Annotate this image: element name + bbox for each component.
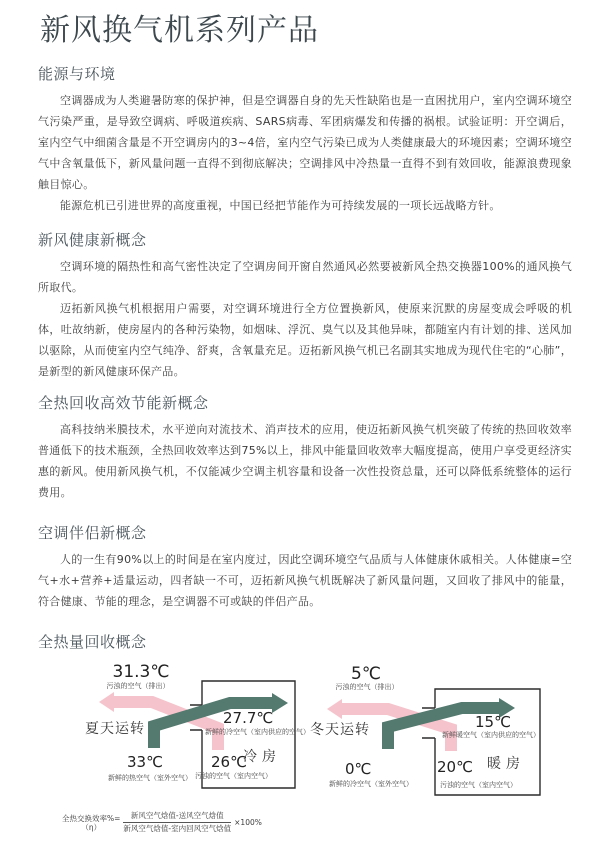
paragraph: 人的一生有90%以上的时间是在室内度过，因此空调环境空气品质与人体健康休戚相关。人体健康=空气+水+营养+适量运动，四者缺一不可，迈拓新风换气机既解决了新风量问题，又回收了排风中的能量，符合健康、节能的理念，是空调器不可或缺的伴侣产品。 bbox=[38, 553, 572, 608]
formula-label-line2: （η） bbox=[81, 822, 102, 832]
heat-exchange-efficiency-formula bbox=[62, 811, 262, 834]
formula-fraction bbox=[123, 811, 231, 834]
section-heading-fresh-air-health: 新风健康新概念 bbox=[38, 231, 147, 249]
formula-numerator: 新风空气焓值-送风空气焓值 bbox=[123, 811, 231, 823]
heat-recovery-diagram bbox=[0, 661, 600, 859]
paragraph: 空调环境的隔热性和高气密性决定了空调房间开窗自然通风必然要被新风全热交换器100%的通风换气所取代。 bbox=[38, 260, 572, 294]
summer-exhaust-label: 污浊的空气（排出） bbox=[106, 682, 170, 690]
winter-return-temp: 20℃ bbox=[437, 758, 473, 776]
summer-exhaust-temp: 31.3℃ bbox=[112, 662, 170, 682]
winter-supply-temp: 15℃ bbox=[475, 713, 511, 731]
section-heading-ac-companion: 空调伴侣新概念 bbox=[38, 524, 147, 542]
summer-outdoor-temp: 33℃ bbox=[127, 753, 163, 771]
winter-supply-label: 新鲜暖空气（室内供应的空气） bbox=[442, 731, 540, 739]
summer-outdoor-label: 新鲜的热空气（室外空气） bbox=[108, 774, 192, 782]
winter-outdoor-label: 新鲜的冷空气（室外空气） bbox=[329, 780, 413, 788]
summer-supply-label: 新鲜的冷空气（室内供应的空气） bbox=[205, 728, 310, 736]
winter-exhaust-label: 污浊的空气（排出） bbox=[335, 683, 399, 691]
summer-return-label: 污浊的空气（室内空气） bbox=[195, 772, 272, 780]
summer-supply-temp: 27.7℃ bbox=[223, 709, 274, 727]
formula-label bbox=[62, 814, 120, 832]
winter-outdoor-temp: 0℃ bbox=[345, 760, 372, 778]
winter-return-label: 污浊的空气（室内空气） bbox=[440, 781, 517, 789]
summer-mode-label: 夏天运转 bbox=[85, 721, 145, 737]
formula-denominator: 新风空气焓值-室内回风空气焓值 bbox=[123, 824, 232, 833]
winter-mode-label: 冬天运转 bbox=[310, 722, 370, 738]
winter-exhaust-temp: 5℃ bbox=[351, 664, 381, 684]
winter-room-label: 暖房 bbox=[487, 756, 525, 772]
section-heading-heat-recovery-efficiency: 全热回收高效节能新概念 bbox=[38, 394, 209, 412]
summer-return-temp: 26℃ bbox=[211, 753, 247, 771]
page-title: 新风换气机系列产品 bbox=[40, 13, 319, 48]
paragraph: 能源危机已引进世界的高度重视，中国已经把节能作为可持续发展的一项长远战略方针。 bbox=[60, 199, 501, 212]
formula-multiplier: ×100% bbox=[234, 818, 262, 827]
paragraph: 高科技纳米膜技术，水平逆向对流技术、消声技术的应用，使迈拓新风换气机突破了传统的热回收效率普通低下的技术瓶颈，全热回收效率达到75%以上，排风中能量回收效率大幅度提高，使用户享受更经济实惠的新风。使用新风换气机，不仅能减少空调主机容量和设备一次性投资总量，还可以降低系统整体的运行费用。 bbox=[38, 423, 572, 499]
formula-label-line1: 全热交换效率%= bbox=[62, 813, 121, 823]
section-heading-total-heat-recovery: 全热量回收概念 bbox=[38, 633, 147, 651]
section-heading-energy-environment: 能源与环境 bbox=[38, 65, 116, 83]
paragraph: 迈拓新风换气机根据用户需要，对空调环境进行全方位置换新风，使原来沉默的房屋变成会呼吸的机体，吐故纳新，使房屋内的各种污染物，如烟味、浮沉、臭气以及其他异味，都随室内有计划的排、送风加以驱除，从而使室内空气纯净、舒爽，含氧量充足。迈拓新风换气机已名副其实地成为现代住宅的“心肺”，是新型的新风健康环保产品。 bbox=[38, 302, 572, 378]
paragraph: 空调器成为人类避暑防寒的保护神，但是空调器自身的先天性缺陷也是一直困扰用户，室内空调环境空气污染严重，是导致空调病、呼吸道疾病、SARS病毒、军团病爆发和传播的祸根。试验证明：开空调后，室内空气中细菌含量是不开空调房内的3~4倍，室内空气污染已成为人类健康最大的环境因素；空调环境空气中含氧量低下，新风量问题一直得不到彻底解决；空调排风中冷热量一直得不到有效回收，能源浪费现象触目惊心。 bbox=[38, 94, 572, 191]
summer-room-label: 冷房 bbox=[243, 749, 281, 765]
